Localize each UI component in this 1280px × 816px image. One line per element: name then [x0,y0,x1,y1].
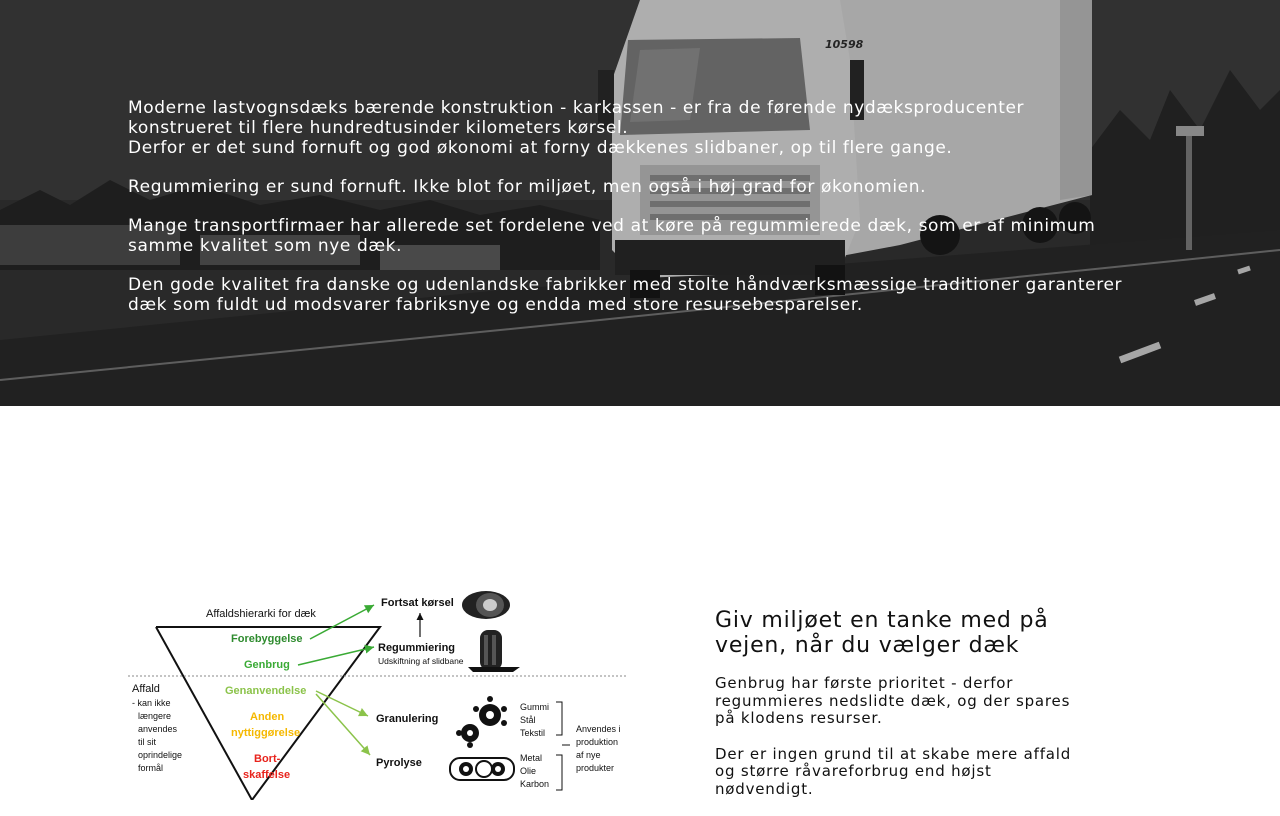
level-genanvendelse: Genanvendelse [225,685,307,697]
hero-section [0,0,1280,406]
affald-line-2: længere [138,711,172,721]
hero-paragraph-1: Moderne lastvognsdæks bærende konstruktion - karkassen - er fra de førende nydæksproducenter konstrueret til flere hundredtusinder kilometers kørsel. [128,98,1025,138]
truck-number: 10598 [825,38,864,51]
affald-line-1: - kan ikke [132,698,171,708]
material-karbon: Karbon [520,779,550,789]
material-gummi: Gummi [520,702,549,712]
anvendes-line-3: af nye [576,750,601,760]
outcome-regummiering: Regummiering [378,642,456,654]
outcome-fortsat-korsel: Fortsat kørsel [381,597,454,609]
level-forebyggelse: Forebyggelse [231,633,303,645]
material-olie: Olie [520,766,537,776]
environment-heading: Giv miljøet en tanke med på vejen, når du vælger dæk [715,608,1049,658]
affald-line-3: anvendes [138,724,178,734]
arrow-genbrug-regummiering [298,647,374,665]
anvendes-line-4: produkter [576,763,615,773]
arrow-forebyggelse-fortsat [310,605,374,639]
level-bort-line-1: Bort- [254,753,281,765]
environment-section [715,608,1095,816]
anvendes-line-2: produktion [576,737,619,747]
affald-line-5: oprindelige [138,750,183,760]
material-metal: Metal [520,753,543,763]
affald-line-6: formål [138,763,164,773]
tire-icon [462,591,510,619]
retread-tire-icon [468,630,520,672]
level-bort-line-2: skaffelse [243,769,291,781]
pyrolysis-drums-icon [450,758,514,780]
hero-paragraph-5: Den gode kvalitet fra danske og udenlandske fabrikker med stolte håndværksmæssige traditioner garanterer dæk som fuldt ud modsvarer fabriksnye og endda med store resursebesparelser. [128,275,1123,315]
outcome-granulering: Granulering [376,713,439,725]
level-genbrug: Genbrug [244,659,290,671]
hero-paragraph-4: Mange transportfirmaer har allerede set fordelene ved at køre på regummierede dæk, som er af minimum samme kvalitet som nye dæk. [128,216,1096,256]
outcome-regummiering-sub: Udskiftning af slidbane [378,656,464,666]
level-anden-line-2: nyttiggørelse [231,727,301,739]
environment-paragraph-1: Genbrug har første prioritet - derfor regummieres nedslidte dæk, og der spares på klodens resurser. [715,674,1071,727]
environment-paragraph-2: Der er ingen grund til at skabe mere affald og større råvareforbrug end højst nødvendigt. [715,744,1072,798]
hero-paragraph-2: Derfor er det sund fornuft og god økonomi at forny dækkenes slidbaner, op til flere gange. [128,138,953,158]
affald-line-4: til sit [138,737,156,747]
gears-icon [456,696,507,748]
hero-paragraph-3: Regummiering er sund fornuft. Ikke blot for miljøet, men også i høj grad for økonomien. [128,177,927,197]
outcome-pyrolyse: Pyrolyse [376,757,422,769]
hero-text-block [128,98,1128,334]
level-anden-line-1: Anden [250,711,285,723]
anvendes-line-1: Anvendes i [576,724,621,734]
material-stal: Stål [520,715,536,725]
waste-hierarchy-diagram [128,585,633,800]
affald-title: Affald [132,683,160,695]
material-tekstil: Tekstil [520,728,546,738]
diagram-title: Affaldshierarki for dæk [206,608,316,620]
